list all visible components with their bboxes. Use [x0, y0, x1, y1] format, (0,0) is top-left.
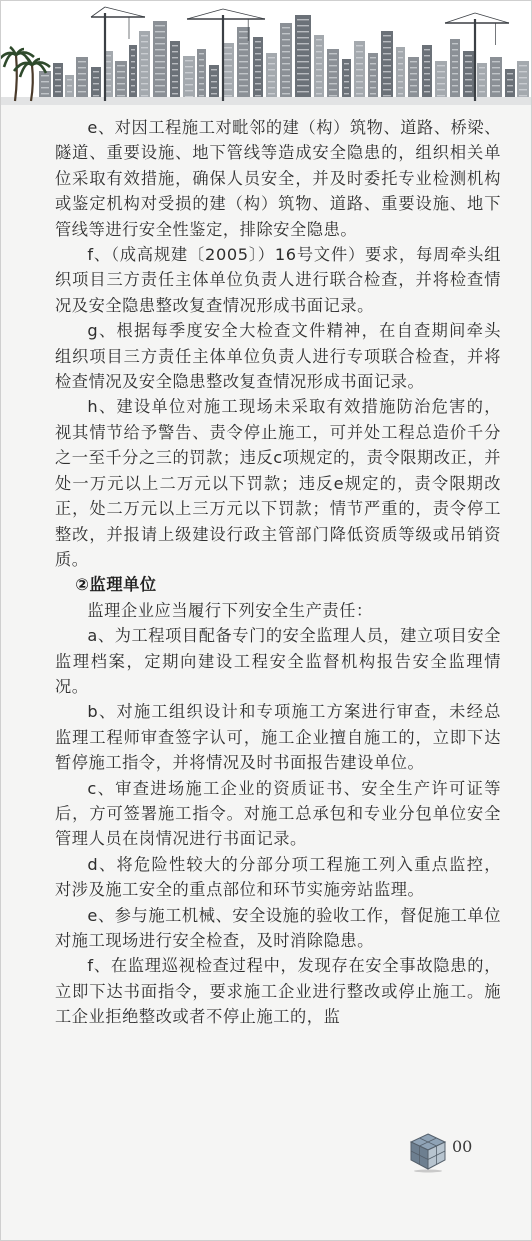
paragraph-building-g: g、根据每季度安全大检查文件精神，在自查期间牵头组织项目三方责任主体单位负责人进行专项联合检查，并将检查情况及安全隐患整改复查情况形成书面记录。 [55, 321, 501, 392]
paragraph-supervision-b: b、对施工组织设计和专项施工方案进行审查，未经总监理工程师审查签字认可，施工企业擅自施工的，立即下达暂停施工指令，并将情况及时书面报告建设单位。 [55, 702, 501, 773]
skyline-illustration [1, 1, 531, 105]
building-shape [450, 39, 460, 105]
building-shape [463, 51, 474, 105]
document-body [55, 115, 501, 1030]
building-shape [354, 41, 365, 105]
building-shape [129, 45, 137, 105]
paragraph-supervision-a: a、为工程项目配备专门的安全监理人员，建立项目安全监理档案，定期向建设工程安全监督机构报告安全监理情况。 [55, 626, 501, 696]
paragraph-supervision-intro: 监理企业应当履行下列安全生产责任： [87, 600, 373, 620]
paragraph-building-h: h、建设单位对施工现场未采取有效措施防治危害的，视其情节给予警告、责令停止施工，可并处工程总造价千分之一至千分之三的罚款；违反c项规定的，责令限期改正，并处一万元以上二万元以下罚款；违反e规定的，责令限期改正，处二万元以上三万元以下罚款；情节严重的，责令停工整改，并报请上级建设行政主管部门降低资质等级或吊销资质。 [55, 397, 501, 569]
paragraph-supervision-d: d、将危险性较大的分部分项工程施工列入重点监控，对涉及施工安全的重点部位和环节实施旁站监理。 [55, 854, 501, 900]
paragraph-supervision-heading: ②监理单位 [75, 575, 157, 595]
building-shape [170, 41, 180, 105]
cube-logo-icon [407, 1131, 449, 1173]
paragraph-supervision-f: f、在监理巡视检查过程中，发现存在安全事故隐患的，立即下达书面指令，要求施工企业进行整改或停止施工。施工企业拒绝整改或者不停止施工的，监 [55, 956, 501, 1027]
paragraph-building-f: f、（成高规建〔2005〕）16号文件）要求，每周牵头组织项目三方责任主体单位负责人进行联合检查，并将检查情况及安全隐患整改复查情况形成书面记录。 [55, 245, 501, 315]
paragraph-building-e: e、对因工程施工对毗邻的建（构）筑物、道路、桥梁、隧道、重要设施、地下管线等造成安全隐患的，组织相关单位采取有效措施，确保人员安全，并及时委托专业检测机构或鉴定机构对受损的建（构）筑物、道路、重要设施、地下管线等进行安全性鉴定，排除安全隐患。 [55, 118, 501, 239]
page-number: 00 [452, 1137, 473, 1156]
paragraph-supervision-e: e、参与施工机械、安全设施的验收工作，督促施工单位对施工现场进行安全检查，及时消除隐患。 [55, 905, 501, 950]
paragraph-supervision-c: c、审查进场施工企业的资质证书、安全生产许可证等后，方可签署施工指令。对施工总承包和专业分包单位安全管理人员在岗情况进行书面记录。 [55, 778, 501, 849]
city-skyline-banner [1, 1, 531, 105]
building-shape [422, 45, 432, 105]
